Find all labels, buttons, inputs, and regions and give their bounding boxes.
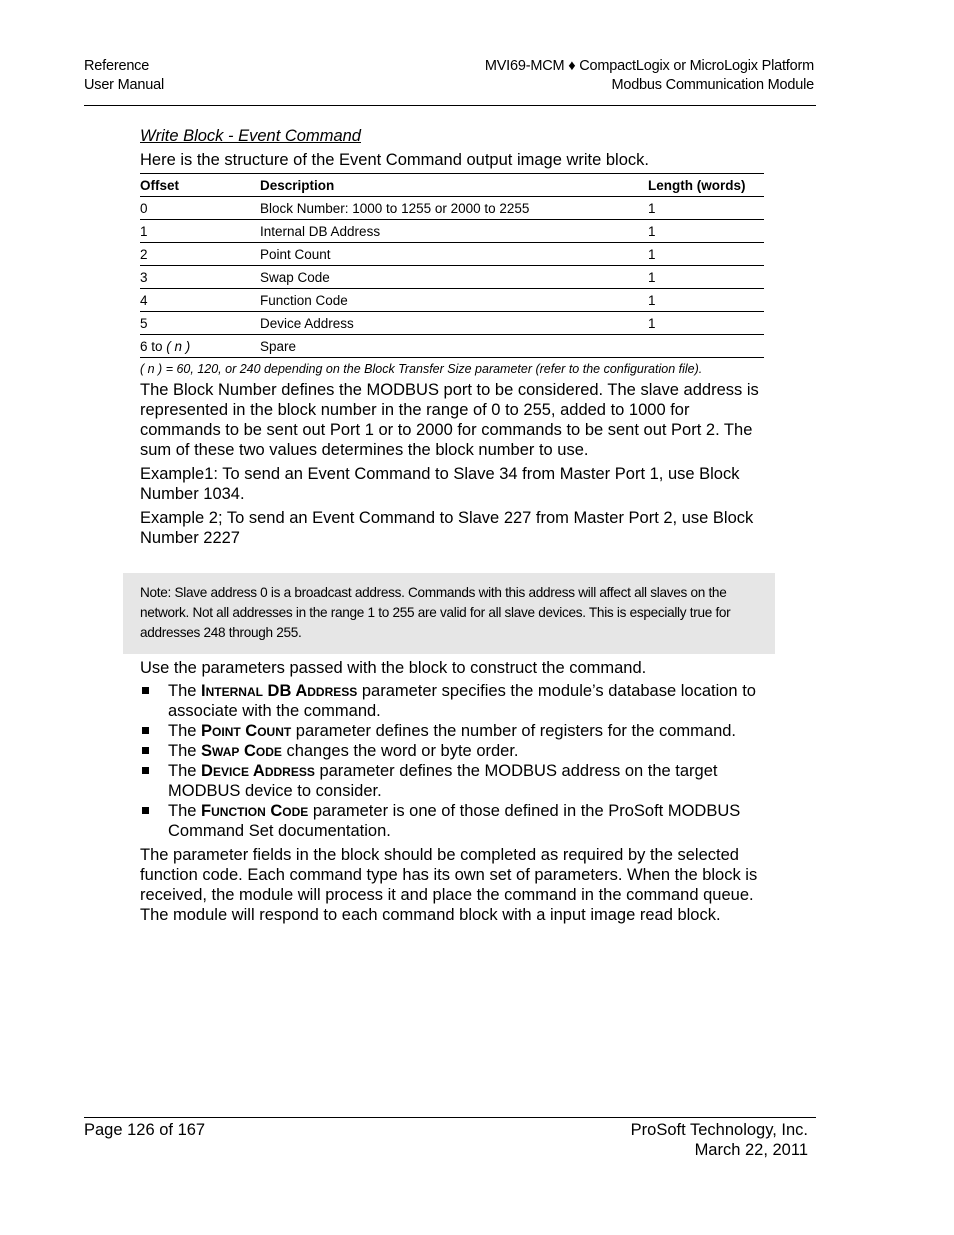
closing-paragraph: The parameter fields in the block should be completed as required by the selected function code. Each command type has its own set of parameters. When the block is received, the module will process it and place the command in the command queue. The module will respond to each command block with a input image read block. [140,846,758,924]
parameters-section [140,658,765,925]
event-command-table [140,173,764,358]
list-item: The Function Code parameter is one of those defined in the ProSoft MODBUS Command Set documentation. [140,801,765,841]
cell-description: Function Code [260,289,648,312]
paragraph-example-1: Example1: To send an Event Command to Slave 34 from Master Port 1, use Block Number 1034. [140,465,740,503]
cell-offset: 1 [140,220,260,243]
parameter-list [140,681,765,841]
cell-description: Device Address [260,312,648,335]
bullet-icon [142,747,149,754]
table-footnote: ( n ) = 60, 120, or 240 depending on the Block Transfer Size parameter (refer to the configuration file). [140,362,703,376]
main-content [140,126,765,548]
bullet-icon [142,807,149,814]
cell-offset: 2 [140,243,260,266]
cell-description: Swap Code [260,266,648,289]
parameters-lead: Use the parameters passed with the block to construct the command. [140,659,647,677]
cell-offset: 5 [140,312,260,335]
footer-page-number: Page 126 of 167 [84,1121,206,1139]
bullet-icon [142,727,149,734]
header-length: Length (words) [648,174,764,197]
term-device-address: Device Address [201,762,315,780]
cell-offset: 4 [140,289,260,312]
term-swap-code: Swap Code [201,742,282,760]
cell-length: 1 [648,312,764,335]
list-item: The Internal DB Address parameter specifies the module’s database location to associate with the command. [140,681,765,721]
cell-description: Internal DB Address [260,220,648,243]
note-text: Note: Slave address 0 is a broadcast address. Commands with this address will affect all slaves on the network. Not all addresses in the range 1 to 255 are valid for all slave devices. This is especially true for addresses 248 through 255. [140,585,731,640]
table-row [140,266,764,289]
table-header-row [140,174,764,197]
footer-date: March 22, 2011 [694,1141,808,1159]
note-box [123,573,775,654]
cell-description: Block Number: 1000 to 1255 or 2000 to 2255 [260,197,648,220]
footer-right [631,1120,808,1160]
paragraph-block-number: The Block Number defines the MODBUS port to be considered. The slave address is represented in the block number in the range of 0 to 255, added to 1000 for commands to be sent out Port 1 or to 2000 for commands to be sent out Port 2. The sum of these two values determines the block number to use. [140,381,759,459]
cell-length: 1 [648,220,764,243]
cell-length: 1 [648,197,764,220]
section-title: Write Block - Event Command [140,127,361,145]
header-user-manual: User Manual [84,77,164,93]
term-internal-db-address: Internal DB Address [201,682,358,700]
header-offset: Offset [140,174,260,197]
cell-offset: 0 [140,197,260,220]
header-reference: Reference [84,58,150,74]
table-row [140,243,764,266]
header-product: MVI69-MCM ♦ CompactLogix or MicroLogix Platform [484,58,814,74]
table-row [140,335,764,358]
header-module: Modbus Communication Module [611,77,814,93]
table-row [140,197,764,220]
table-row [140,312,764,335]
footer-divider [84,1117,816,1118]
bullet-icon [142,687,149,694]
term-function-code: Function Code [201,802,309,820]
cell-offset: 3 [140,266,260,289]
cell-length: 1 [648,243,764,266]
term-point-count: Point Count [201,722,292,740]
list-item: The Device Address parameter defines the MODBUS address on the target MODBUS device to consider. [140,761,765,801]
header-divider [84,105,816,106]
footer-company: ProSoft Technology, Inc. [630,1121,808,1139]
cell-offset-prefix: 6 to [140,338,167,354]
cell-length: 1 [648,266,764,289]
cell-description: Spare [260,335,648,358]
cell-length [648,335,764,358]
list-item: The Swap Code changes the word or byte order. [140,741,765,761]
paragraph-example-2: Example 2; To send an Event Command to Slave 227 from Master Port 2, use Block Number 2227 [140,509,754,547]
cell-length: 1 [648,289,764,312]
table-row [140,289,764,312]
cell-offset-n: ( n ) [166,338,191,354]
header-left [84,57,164,95]
header-description: Description [260,174,648,197]
cell-offset [140,335,260,358]
section-intro: Here is the structure of the Event Command output image write block. [140,151,649,169]
table-row [140,220,764,243]
cell-description: Point Count [260,243,648,266]
bullet-icon [142,767,149,774]
header-right [485,57,814,95]
list-item: The Point Count parameter defines the number of registers for the command. [140,721,765,741]
